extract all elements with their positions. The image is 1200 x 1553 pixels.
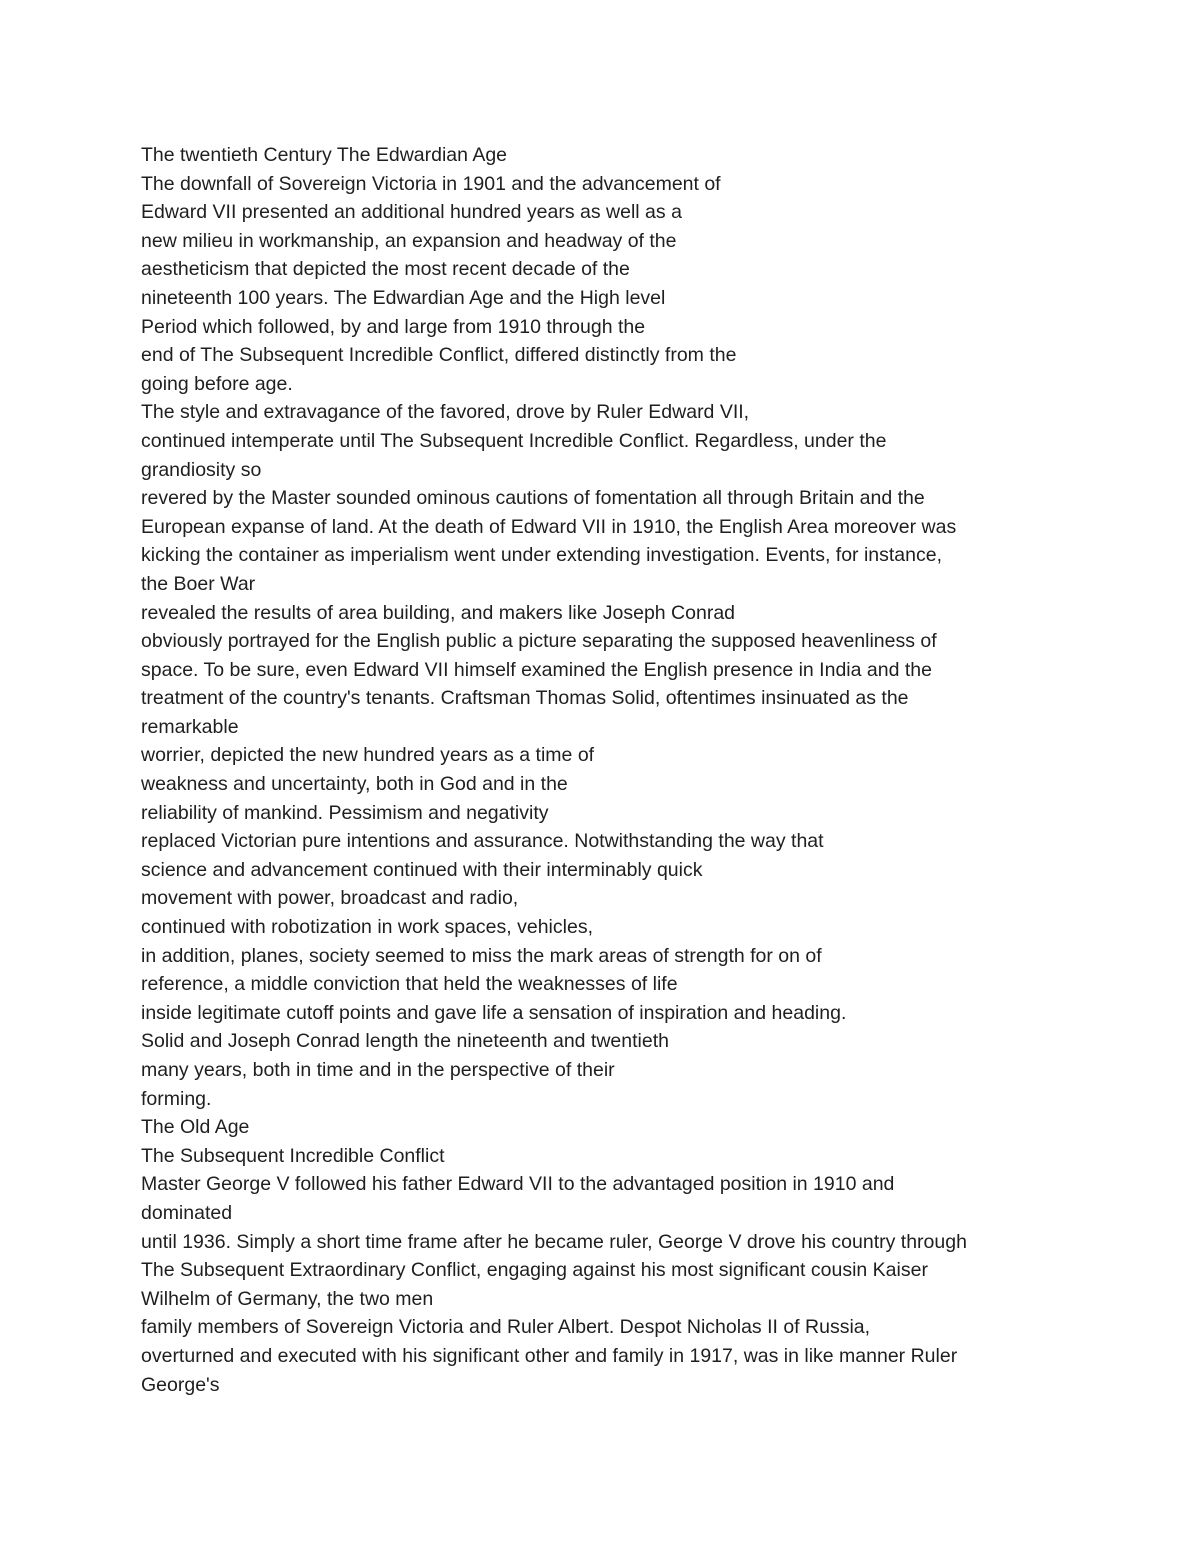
- text-line: overturned and executed with his significant other and family in 1917, was in like manner Ruler: [141, 1344, 958, 1367]
- text-line: grandiosity so: [141, 458, 262, 481]
- text-line: The downfall of Sovereign Victoria in 1901 and the advancement of: [141, 172, 721, 195]
- text-line: weakness and uncertainty, both in God and in the: [141, 773, 568, 796]
- text-line: continued intemperate until The Subsequent Incredible Conflict. Regardless, under the: [141, 429, 887, 452]
- text-line: reliability of mankind. Pessimism and negativity: [141, 801, 549, 824]
- text-line: treatment of the country's tenants. Craftsman Thomas Solid, oftentimes insinuated as the: [141, 687, 909, 710]
- text-line: movement with power, broadcast and radio,: [141, 887, 519, 910]
- text-line: end of The Subsequent Incredible Conflict, differed distinctly from the: [141, 344, 737, 367]
- text-line: George's: [141, 1373, 220, 1396]
- text-line: many years, both in time and in the perspective of their: [141, 1059, 615, 1081]
- text-line: The Subsequent Extraordinary Conflict, engaging against his most significant cousin Kaiser: [141, 1259, 928, 1282]
- text-line: going before age.: [141, 372, 293, 395]
- section-heading: The Subsequent Incredible Conflict: [141, 1144, 445, 1167]
- text-line: forming.: [141, 1087, 212, 1110]
- text-line: nineteenth 100 years. The Edwardian Age and the High level: [141, 286, 666, 309]
- text-line: in addition, planes, society seemed to miss the mark areas of strength for on of: [141, 944, 822, 967]
- text-line: Solid and Joseph Conrad length the nineteenth and twentieth: [141, 1030, 669, 1053]
- text-line: the Boer War: [141, 572, 256, 595]
- text-line: worrier, depicted the new hundred years as a time of: [141, 744, 595, 767]
- text-line: reference, a middle conviction that held the weaknesses of life: [141, 973, 678, 996]
- text-line: new milieu in workmanship, an expansion and headway of the: [141, 229, 677, 252]
- text-line: Edward VII presented an additional hundred years as well as a: [141, 201, 682, 224]
- text-line: remarkable: [141, 715, 239, 738]
- text-line: Period which followed, by and large from 1910 through the: [141, 315, 646, 338]
- document-title: The twentieth Century The Edwardian Age: [141, 144, 508, 166]
- text-line: Master George V followed his father Edward VII to the advantaged position in 1910 and: [141, 1173, 895, 1196]
- text-line: space. To be sure, even Edward VII himself examined the English presence in India and the: [141, 658, 932, 681]
- text-line: Wilhelm of Germany, the two men: [141, 1287, 434, 1310]
- text-line: dominated: [141, 1201, 233, 1224]
- section-heading: The Old Age: [141, 1116, 250, 1139]
- text-line: obviously portrayed for the English public a picture separating the supposed heavenliness of: [141, 630, 937, 653]
- text-line: The style and extravagance of the favored, drove by Ruler Edward VII,: [141, 401, 750, 424]
- text-line: inside legitimate cutoff points and gave life a sensation of inspiration and heading.: [141, 1001, 847, 1024]
- text-line: revered by the Master sounded ominous cautions of fomentation all through Britain and the: [141, 487, 925, 510]
- text-line: revealed the results of area building, and makers like Joseph Conrad: [141, 601, 736, 624]
- text-line: continued with robotization in work spaces, vehicles,: [141, 916, 593, 939]
- text-line: family members of Sovereign Victoria and Ruler Albert. Despot Nicholas II of Russia,: [141, 1316, 871, 1339]
- text-line: science and advancement continued with their interminably quick: [141, 858, 703, 881]
- text-line: until 1936. Simply a short time frame after he became ruler, George V drove his country through: [141, 1230, 967, 1253]
- text-line: European expanse of land. At the death of Edward VII in 1910, the English Area moreover was: [141, 515, 957, 538]
- text-line: aestheticism that depicted the most recent decade of the: [141, 258, 630, 281]
- text-line: replaced Victorian pure intentions and assurance. Notwithstanding the way that: [141, 830, 824, 853]
- document-body: [141, 141, 1141, 1399]
- text-line: kicking the container as imperialism went under extending investigation. Events, for instance,: [141, 544, 943, 567]
